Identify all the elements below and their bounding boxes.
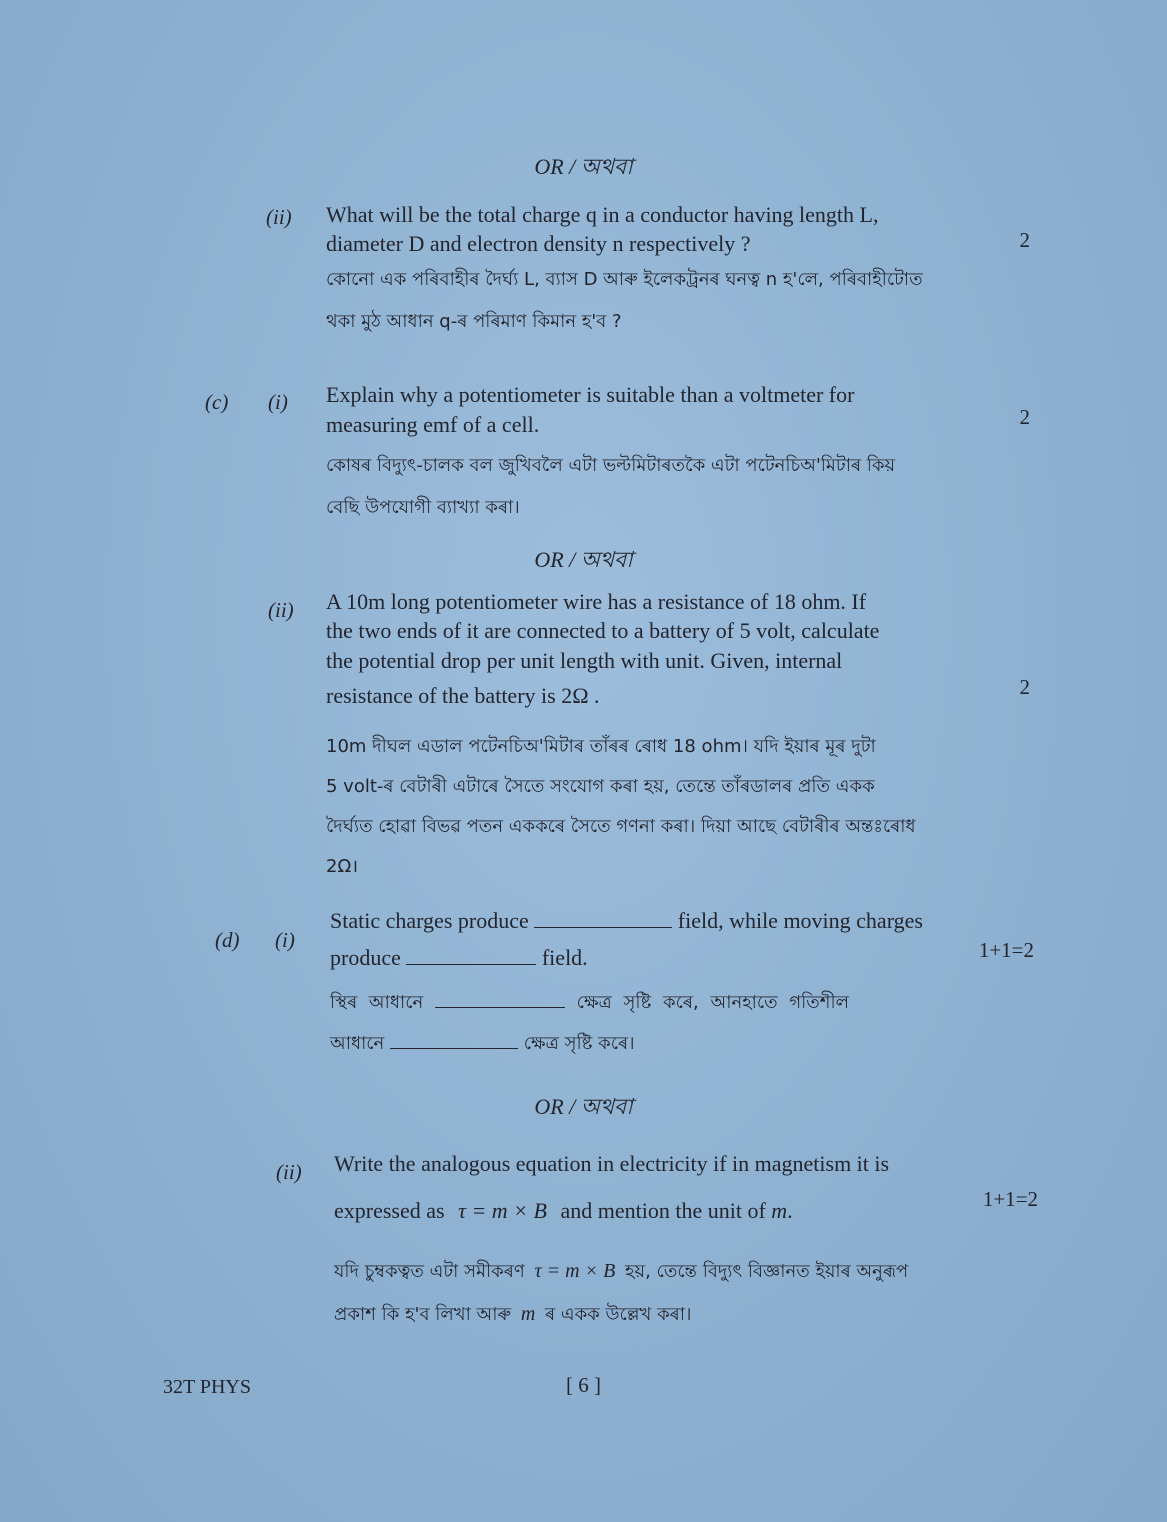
question-number: (ii) <box>276 1160 302 1184</box>
question-text-assamese <box>334 1251 908 1292</box>
m-symbol: m <box>520 1303 536 1325</box>
question-text-assamese <box>334 1294 691 1335</box>
question-text-assamese: কোষৰ বিদ্যুৎ-চালক বল জুখিবলৈ এটা ভল্টমিটাৰতকৈ এটা পটেনচিঅ'মিটাৰ কিয় <box>326 455 896 476</box>
blank-line <box>435 989 565 1008</box>
question-text-assamese: 10m দীঘল এডাল পটেনচিঅ'মিটাৰ তাঁৰৰ ৰোধ 18 ohm। যদি ইয়াৰ মূৰ দুটা <box>326 736 876 757</box>
equation: τ = m × B <box>458 1198 547 1223</box>
or-divider: OR / অথবা <box>534 154 633 179</box>
question-text: resistance of the battery is 2Ω . <box>326 683 600 708</box>
fill-text: expressed as <box>334 1198 445 1223</box>
question-text-assamese: 2Ω। <box>326 856 359 877</box>
fill-text: Static charges produce <box>330 908 529 933</box>
marks: 2 <box>1019 675 1030 699</box>
fill-text: স্থিৰ আধানে <box>330 992 424 1013</box>
question-text: measuring emf of a cell. <box>326 412 540 437</box>
question-text-assamese: থকা মুঠ আধান q-ৰ পৰিমাণ কিমান হ'ব ? <box>326 311 622 332</box>
question-text: What will be the total charge q in a conductor having length L, <box>326 202 879 227</box>
or-divider: OR / অথবা <box>534 1094 633 1119</box>
fill-text: হয়, তেন্তে বিদ্যুৎ বিজ্ঞানত ইয়াৰ অনুৰূপ <box>625 1261 909 1282</box>
blank-line <box>390 1030 518 1049</box>
page-number: [ 6 ] <box>566 1373 601 1397</box>
question-number: (i) <box>275 928 295 952</box>
question-number: (ii) <box>268 598 294 622</box>
fill-text: and mention the unit of <box>560 1198 766 1223</box>
fill-text: যদি চুম্বকত্বত এটা সমীকৰণ <box>334 1261 525 1282</box>
question-text: diameter D and electron density n respectively ? <box>326 231 751 256</box>
question-text <box>330 942 588 973</box>
fill-text: আধানে <box>330 1033 385 1054</box>
blank-line <box>406 946 536 965</box>
or-divider: OR / অথবা <box>534 547 633 572</box>
question-text: expressed as τ = m × B and mention the unit of m. <box>334 1198 793 1223</box>
fill-text: ক্ষেত্ৰ সৃষ্টি কৰে। <box>523 1033 635 1054</box>
marks: 1+1=2 <box>978 938 1034 962</box>
question-number: (ii) <box>266 205 292 229</box>
question-text-assamese <box>330 983 1030 1023</box>
marks: 2 <box>1019 405 1030 429</box>
question-text <box>330 905 923 936</box>
question-text-assamese: দৈৰ্ঘ্যত হোৱা বিভৱ পতন এককৰে সৈতে গণনা কৰা। দিয়া আছে বেটাৰীৰ অন্তঃৰোধ <box>326 816 916 837</box>
fill-text: ক্ষেত্ৰ সৃষ্টি কৰে, আনহাতে গতিশীল <box>576 992 850 1013</box>
question-text-assamese <box>330 1024 635 1064</box>
fill-text: produce <box>330 945 401 970</box>
question-number: (i) <box>268 390 288 414</box>
marks: 2 <box>1019 228 1030 252</box>
question-text-assamese: কোনো এক পৰিবাহীৰ দৈৰ্ঘ্য L, ব্যাস D আৰু ইলেকট্ৰনৰ ঘনত্ব n হ'লে, পৰিবাহীটোত <box>326 269 923 290</box>
paper-code: 32T PHYS <box>163 1376 251 1398</box>
blank-line <box>534 909 672 928</box>
part-label: (c) <box>205 390 229 414</box>
question-text: Write the analogous equation in electricity if in magnetism it is <box>334 1151 890 1176</box>
fill-text: ৰ একক উল্লেখ কৰা। <box>545 1304 692 1325</box>
fill-text: প্ৰকাশ কি হ'ব লিখা আৰু <box>334 1304 512 1325</box>
fill-text: field. <box>541 945 588 970</box>
question-text-assamese: বেছি উপযোগী ব্যাখ্যা কৰা। <box>326 497 520 518</box>
fill-text: field, while moving charges <box>677 908 923 933</box>
equation: τ = m × B <box>534 1260 616 1282</box>
question-text: the two ends of it are connected to a battery of 5 volt, calculate <box>326 618 880 643</box>
question-text-assamese: 5 volt-ৰ বেটাৰী এটাৰে সৈতে সংযোগ কৰা হয়, তেন্তে তাঁৰডালৰ প্ৰতি একক <box>326 776 875 797</box>
question-text: A 10m long potentiometer wire has a resistance of 18 ohm. If <box>326 589 867 614</box>
marks: 1+1=2 <box>982 1187 1038 1211</box>
question-text: the potential drop per unit length with unit. Given, internal <box>326 648 843 673</box>
part-label: (d) <box>215 928 240 952</box>
question-text: Explain why a potentiometer is suitable than a voltmeter for <box>326 382 855 407</box>
m-symbol: m <box>771 1198 788 1223</box>
